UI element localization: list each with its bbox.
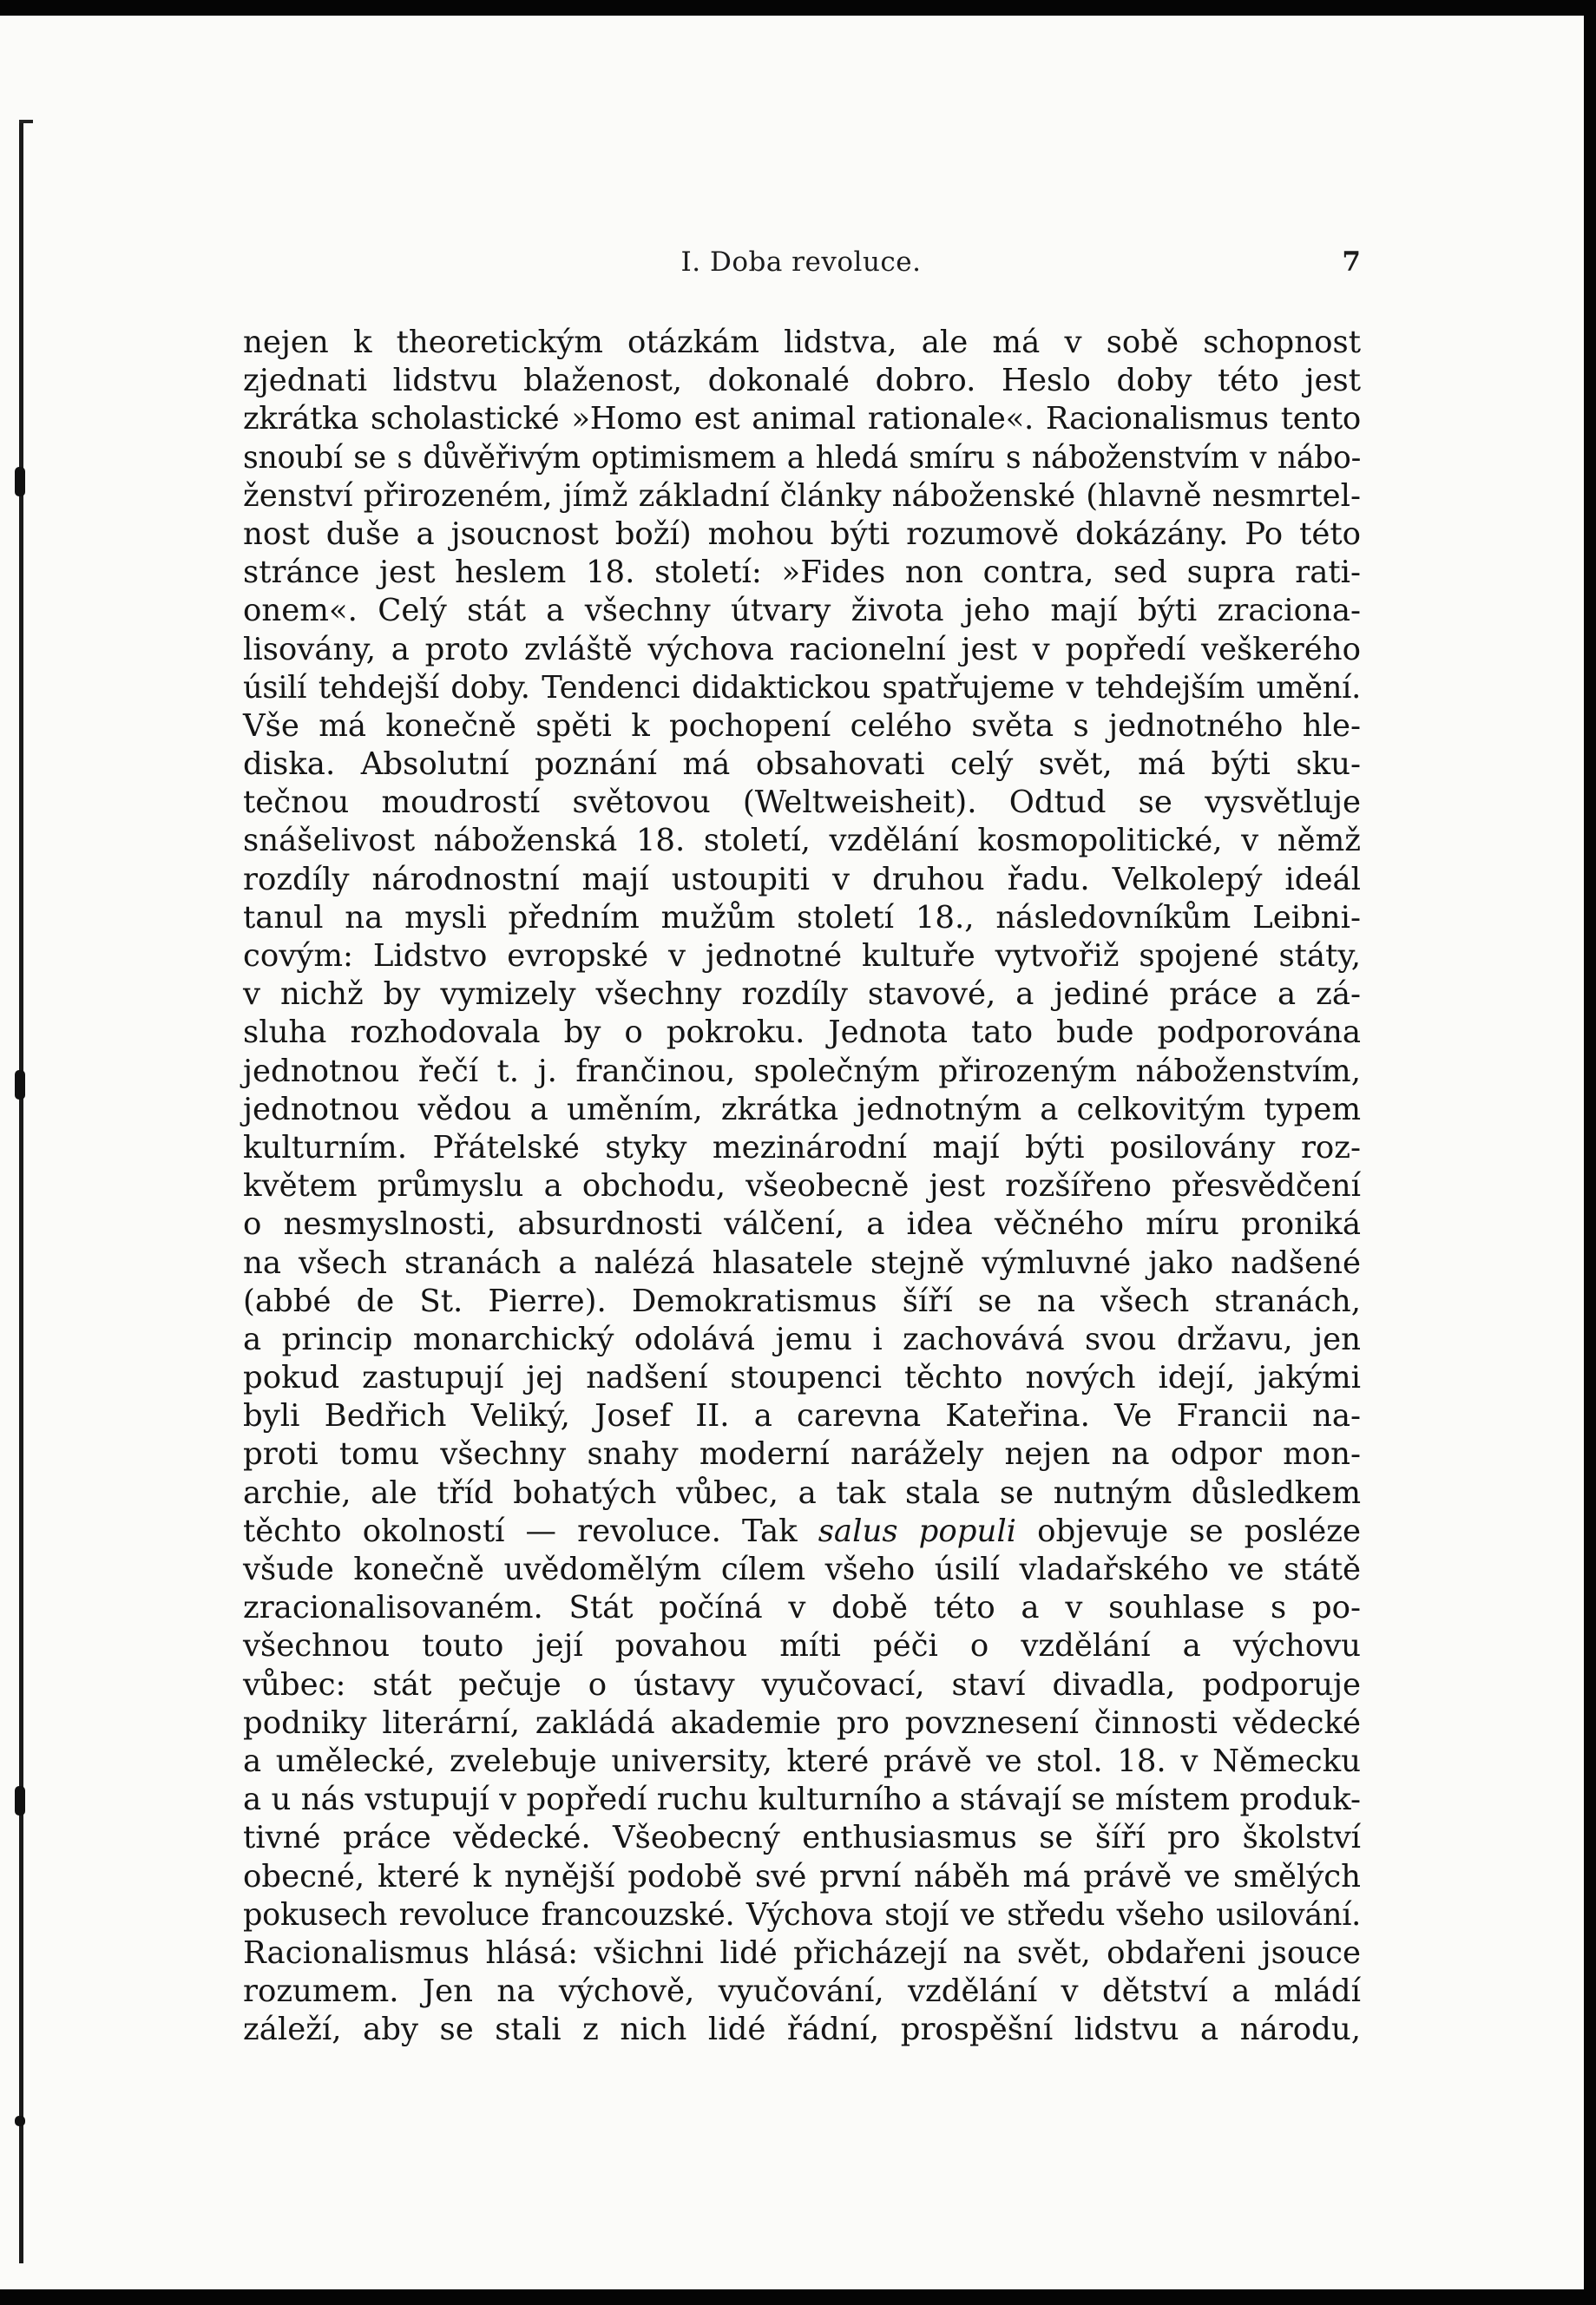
text-line: zkrátka scholastické »Homo est animal rationale«. Racionalismus tento <box>243 401 1361 437</box>
text-line: všude konečně uvědomělým cílem všeho úsilí vladařského ve státě <box>243 1552 1361 1587</box>
text-line: tivné práce vědecké. Všeobecný enthusiasmus se šíří pro školství <box>243 1820 1361 1856</box>
text-line: snoubí se s důvěřivým optimismem a hledá smíru s náboženstvím v nábo- <box>243 439 1361 476</box>
binding-edge <box>19 120 23 2263</box>
text-line: tečnou moudrostí světovou (Weltweisheit). Odtud se vysvětluje <box>243 785 1361 821</box>
body-text <box>243 324 1361 2049</box>
text-line: a princip monarchický odolává jemu i zachovává svou državu, jen <box>243 1321 1361 1357</box>
book-page <box>0 16 1584 2289</box>
text-line: jednotnou vědou a uměním, zkrátka jednotným a celkovitým typem <box>243 1091 1361 1127</box>
text-line: sluha rozhodovala by o pokroku. Jednota tato bude podporována <box>243 1015 1361 1051</box>
text-line: proti tomu všechny snahy moderní narážely nejen na odpor mon- <box>243 1436 1361 1473</box>
text-line: zracionalisovaném. Stát počíná v době této a v souhlase s po- <box>243 1590 1361 1626</box>
text-line: vůbec: stát pečuje o ústavy vyučovací, staví divadla, podporuje <box>243 1666 1361 1703</box>
running-head <box>241 246 1361 281</box>
text-line: pokud zastupují jej nadšení stoupenci těchto nových idejí, jakými <box>243 1360 1361 1396</box>
text-line: úsilí tehdejší doby. Tendenci didaktickou spatřujeme v tehdejším umění. <box>243 669 1362 706</box>
text-line: rozdíly národnostní mají ustoupiti v druhou řadu. Velkolepý ideál <box>243 861 1361 897</box>
text-line: na všech stranách a nalézá hlasatele stejně výmluvné jako nadšené <box>243 1244 1361 1281</box>
text-line: onem«. Celý stát a všechny útvary života jeho mají býti zraciona- <box>243 593 1361 629</box>
text-line: všechnou touto její povahou míti péči o vzdělání a výchovu <box>243 1628 1361 1665</box>
text-line: covým: Lidstvo evropské v jednotné kultuře vytvořiž spojené státy, <box>243 938 1361 974</box>
text-line: Vše má konečně spěti k pochopení celého světa s jednotného hle- <box>243 707 1361 744</box>
text-line: květem průmyslu a obchodu, všeobecně jest rozšířeno přesvědčení <box>243 1168 1361 1205</box>
text-line: rozumem. Jen na výchově, vyučování, vzdělání v dětství a mládí <box>243 1973 1361 2010</box>
text-line: Racionalismus hlásá: všichni lidé přicházejí na svět, obdařeni jsouce <box>243 1934 1361 1971</box>
text-line: těchto okolností — revoluce. Tak salus populi objevuje se posléze <box>243 1513 1361 1549</box>
text-line: diska. Absolutní poznání má obsahovati celý svět, má býti sku- <box>243 746 1361 783</box>
text-line: záleží, aby se stali z nich lidé řádní, prospěšní lidstvu a národu, <box>243 2012 1361 2048</box>
text-line: a umělecké, zvelebuje university, které právě ve stol. 18. v Německu <box>243 1743 1361 1779</box>
text-line: a u nás vstupují v popředí ruchu kulturního a stávají se místem produk- <box>243 1782 1361 1818</box>
text-line: lisovány, a proto zvláště výchova racionelní jest v popředí veškerého <box>243 631 1361 667</box>
text-line: zjednati lidstvu blaženost, dokonalé dobro. Heslo doby této jest <box>243 363 1361 399</box>
text-line: obecné, které k nynější podobě své první náběh má právě ve smělých <box>243 1858 1361 1895</box>
binding-hole <box>15 2116 25 2126</box>
binding-hole <box>15 467 25 496</box>
text-line: stránce jest heslem 18. století: »Fides non contra, sed supra rati- <box>243 555 1361 591</box>
text-line: byli Bedřich Veliký, Josef II. a carevna Kateřina. Ve Francii na- <box>243 1398 1361 1435</box>
text-line: snášelivost náboženská 18. století, vzdělání kosmopolitické, v němž <box>243 823 1361 859</box>
text-line: archie, ale tříd bohatých vůbec, a tak stala se nutným důsledkem <box>243 1474 1361 1511</box>
page-number: 7 <box>1342 246 1361 278</box>
text-line: nejen k theoretickým otázkám lidstva, ale má v sobě schopnost <box>243 325 1361 360</box>
text-line: o nesmyslnosti, absurdnosti válčení, a idea věčného míru proniká <box>243 1206 1361 1243</box>
binding-tick <box>19 120 33 123</box>
text-line: (abbé de St. Pierre). Demokratismus šíří se na všech stranách, <box>243 1283 1361 1319</box>
text-line: podniky literární, zakládá akademie pro povznesení činnosti vědecké <box>243 1704 1361 1741</box>
text-line: nost duše a jsoucnost boží) mohou býti rozumově dokázány. Po této <box>243 516 1361 552</box>
text-line: v nichž by vymizely všechny rozdíly stavové, a jediné práce a zá- <box>243 976 1361 1013</box>
text-line: pokusech revoluce francouzské. Výchova stojí ve středu všeho usilování. <box>243 1896 1362 1933</box>
binding-hole <box>15 1070 25 1100</box>
text-line: tanul na mysli předním mužům století 18., následovníkům Leibni- <box>243 899 1361 936</box>
binding-hole <box>15 1786 25 1816</box>
text-line: kulturním. Přátelské styky mezinárodní mají býti posilovány roz- <box>243 1129 1361 1166</box>
text-line: ženství přirozeném, jímž základní články náboženské (hlavně nesmrtel- <box>243 477 1361 514</box>
text-line: jednotnou řečí t. j. frančinou, společným přirozeným náboženstvím, <box>243 1053 1361 1089</box>
running-title: I. Doba revoluce. <box>680 246 922 278</box>
